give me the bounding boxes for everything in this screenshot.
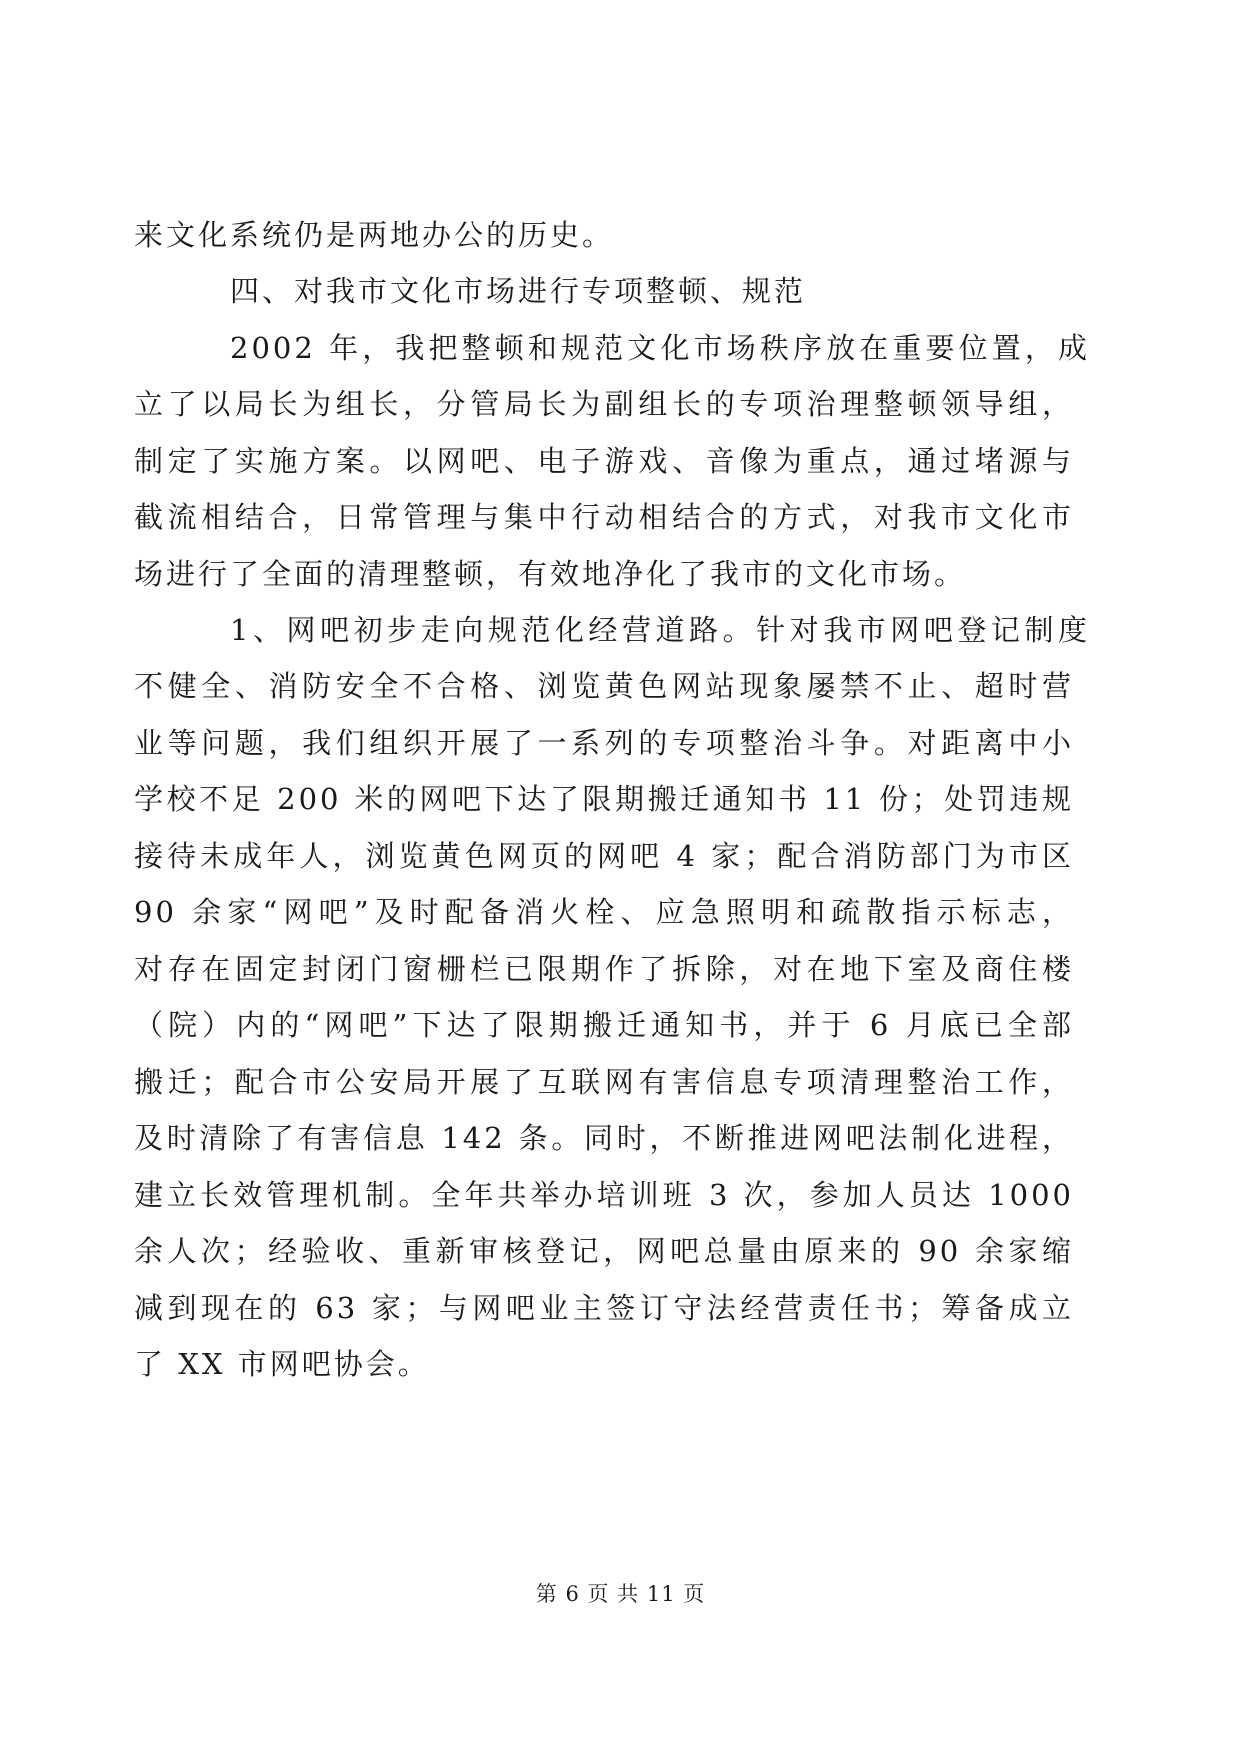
- text-line: 立了以局长为组长，分管局长为副组长的专项治理整顿领导组，: [134, 387, 1074, 421]
- text-line: 场进行了全面的清理整顿，有效地净化了我市的文化市场。: [134, 557, 967, 591]
- text-line: 截流相结合，日常管理与集中行动相结合的方式，对我市文化市: [134, 500, 1074, 534]
- text-line: 对存在固定封闭门窗栅栏已限期作了拆除，对在地下室及商住楼: [134, 952, 1074, 986]
- section-heading: 四、对我市文化市场进行专项整顿、规范: [230, 274, 807, 308]
- text-line: 业等问题，我们组织开展了一系列的专项整治斗争。对距离中小: [134, 726, 1074, 760]
- text-line: 了 XX 市网吧协会。: [134, 1347, 430, 1381]
- text-line: 搬迁；配合市公安局开展了互联网有害信息专项清理整治工作，: [134, 1065, 1074, 1099]
- text-line: 学校不足 200 米的网吧下达了限期搬迁通知书 11 份；处罚违规: [134, 782, 1074, 816]
- text-line: 余人次；经验收、重新审核登记，网吧总量由原来的 90 余家缩: [134, 1234, 1074, 1268]
- text-line: 1、网吧初步走向规范化经营道路。针对我市网吧登记制度: [230, 613, 1090, 647]
- text-line: 2002 年，我把整顿和规范文化市场秩序放在重要位置，成: [230, 331, 1090, 365]
- text-line: 90 余家“网吧”及时配备消火栓、应急照明和疏散指示标志，: [134, 895, 1074, 929]
- text-line: 及时清除了有害信息 142 条。同时，不断推进网吧法制化进程，: [134, 1121, 1074, 1155]
- text-line: 建立长效管理机制。全年共举办培训班 3 次，参加人员达 1000: [134, 1178, 1074, 1212]
- text-line: 来文化系统仍是两地办公的历史。: [134, 218, 615, 252]
- text-line: 不健全、消防安全不合格、浏览黄色网站现象屡禁不止、超时营: [134, 669, 1074, 703]
- text-line: （院）内的“网吧”下达了限期搬迁通知书，并于 6 月底已全部: [134, 1008, 1074, 1042]
- text-line: 制定了实施方案。以网吧、电子游戏、音像为重点，通过堵源与: [134, 444, 1074, 478]
- page-footer: 第 6 页 共 11 页: [535, 1582, 706, 1606]
- text-line: 减到现在的 63 家；与网吧业主签订守法经营责任书；筹备成立: [134, 1291, 1074, 1325]
- text-line: 接待未成年人，浏览黄色网页的网吧 4 家；配合消防部门为市区: [134, 839, 1074, 873]
